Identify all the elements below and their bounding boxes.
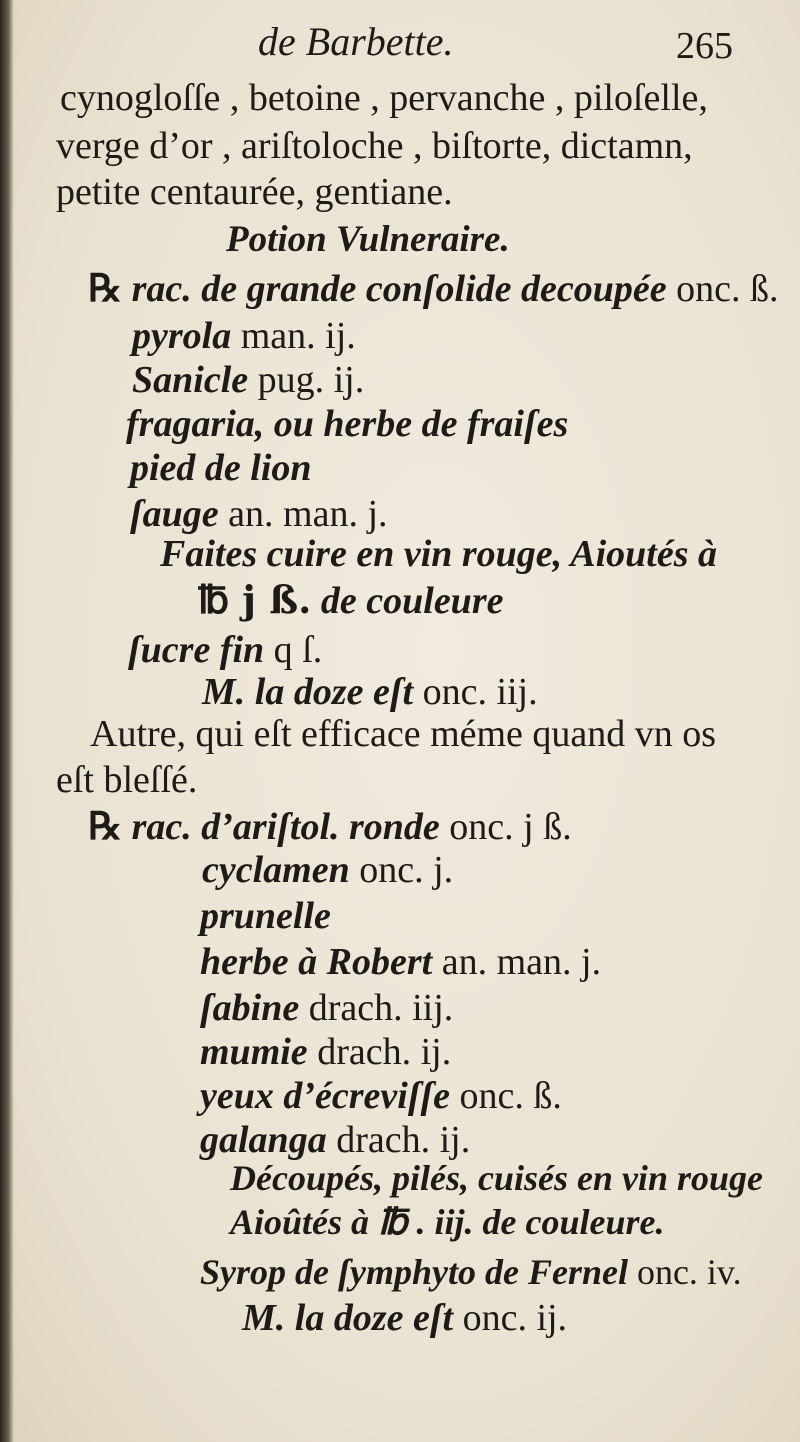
syrup-dose: onc. iv. xyxy=(636,1252,742,1292)
recipe-line-3 xyxy=(132,358,364,402)
intro-line-3: petite centaurée, gentiane. xyxy=(56,171,453,213)
pound-quantity: ℔ j ß. xyxy=(198,577,312,622)
intro-line-1: cynogloſſe , betoine , pervanche , piloſelle, xyxy=(60,77,708,119)
sugar-line xyxy=(128,628,322,672)
ingredient-name: galanga xyxy=(200,1119,327,1161)
ingredient-dose: onc. j ß. xyxy=(449,806,572,848)
added-note: de couleure. xyxy=(482,1202,665,1242)
ingredient-name: ſauge xyxy=(130,493,219,535)
ingredient-dose: an. man. j. xyxy=(228,493,388,535)
ingredient-dose: drach. ij. xyxy=(336,1119,471,1161)
ingredient-name: rac. de grande conſolide decoupée xyxy=(131,268,667,310)
potion-heading: Potion Vulneraire. xyxy=(226,219,510,260)
ingredient-name: mumie xyxy=(200,1031,308,1073)
recipe-line-2 xyxy=(132,314,356,358)
syrup-name: Syrop de ſymphyto de Fernel xyxy=(200,1252,628,1292)
sugar-dose: q ſ. xyxy=(273,629,323,671)
second-recipe-line-1 xyxy=(88,804,572,849)
dose-value: onc. iij. xyxy=(422,671,538,713)
added-amount: Aioûtés à ℔ . iij. xyxy=(230,1202,474,1242)
ingredient-name: cyclamen xyxy=(202,849,350,891)
second-instruction: Découpés, pilés, cuisés en vin rouge xyxy=(230,1158,763,1198)
second-recipe-line-6 xyxy=(200,1030,451,1074)
ingredient-dose: drach. ij. xyxy=(317,1031,452,1073)
recipe-line-1 xyxy=(88,266,779,311)
second-recipe-line-4 xyxy=(200,940,601,984)
second-intro-line-2: eſt bleſſé. xyxy=(56,759,198,801)
second-intro-line-1: Autre, qui eſt efficace méme quand vn os xyxy=(90,713,717,755)
second-added-line xyxy=(230,1200,664,1244)
ingredient-dose: onc. j. xyxy=(359,849,454,891)
ingredient-name: Sanicle xyxy=(132,359,249,401)
page-number: 265 xyxy=(676,25,733,67)
ingredient-name: herbe à Robert xyxy=(200,941,433,983)
second-recipe-line-3: prunelle xyxy=(200,895,331,937)
ingredient-name: rac. d’ariſtol. ronde xyxy=(131,806,440,848)
recipe-line-5: pied de lion xyxy=(130,447,312,489)
pound-note: de couleure xyxy=(320,580,504,622)
ingredient-dose: an. man. j. xyxy=(441,941,602,983)
ingredient-dose: drach. iij. xyxy=(308,987,454,1029)
recipe-symbol: ℞ xyxy=(88,265,123,310)
running-title: de Barbette. xyxy=(258,19,454,64)
potion-dose-line xyxy=(202,670,538,714)
recipe-line-6 xyxy=(130,492,388,536)
second-recipe-line-2 xyxy=(202,848,453,892)
potion-instruction: Faites cuire en vin rouge, Aioutés à xyxy=(160,533,718,575)
ingredient-dose: man. ij. xyxy=(240,315,356,357)
intro-line-2: verge d’or , ariſtoloche , biſtorte, dictamn, xyxy=(56,125,693,167)
ingredient-name: pyrola xyxy=(132,315,232,357)
second-dose-line xyxy=(242,1296,567,1340)
ingredient-name: yeux d’écreviſſe xyxy=(200,1075,451,1117)
potion-pound-line xyxy=(198,578,503,623)
ingredient-dose: onc. ß. xyxy=(676,268,779,310)
second-recipe-line-5 xyxy=(200,986,453,1030)
syrup-line xyxy=(200,1250,742,1294)
second-recipe-line-7 xyxy=(200,1074,562,1118)
sugar-name: ſucre fin xyxy=(128,629,265,671)
ingredient-dose: onc. ß. xyxy=(459,1075,562,1117)
recipe-line-4: fragaria, ou herbe de fraiſes xyxy=(126,403,569,445)
dose-value: onc. ij. xyxy=(462,1297,568,1339)
ingredient-dose: pug. ij. xyxy=(257,359,365,401)
ingredient-name: ſabine xyxy=(200,987,300,1029)
book-spine-shadow xyxy=(0,0,14,1442)
recipe-symbol: ℞ xyxy=(88,803,123,848)
dose-label: M. la doze eſt xyxy=(242,1297,454,1339)
dose-label: M. la doze eſt xyxy=(202,671,414,713)
